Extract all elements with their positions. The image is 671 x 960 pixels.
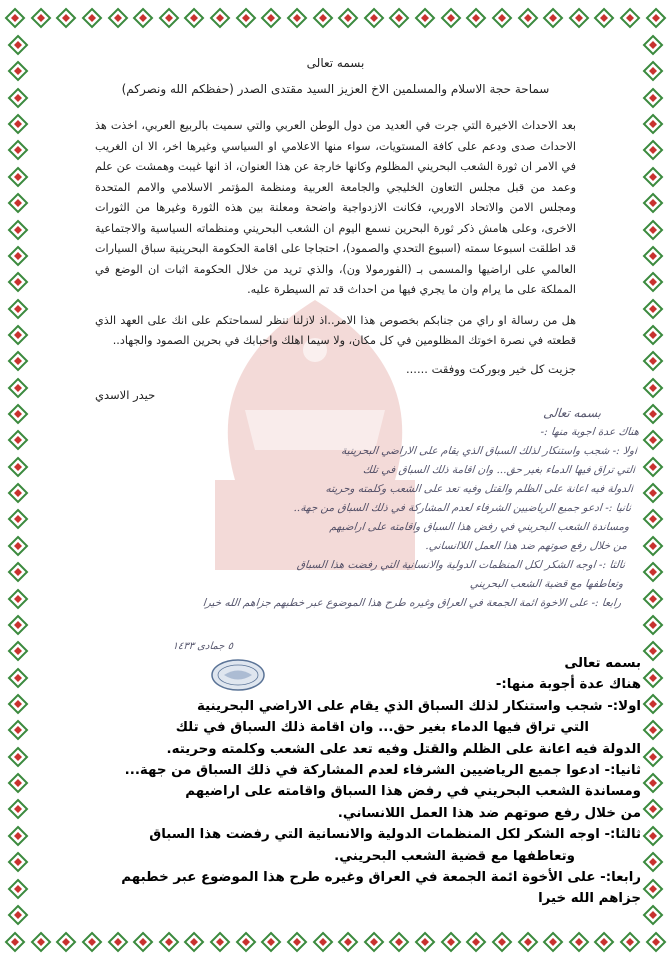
border-ornament-icon	[7, 377, 29, 399]
border-ornament-icon	[440, 7, 462, 29]
border-ornament-icon	[286, 7, 308, 29]
answer-basmala: بسمه تعالى	[564, 656, 641, 671]
border-ornament-icon	[7, 34, 29, 56]
border-ornament-icon	[642, 667, 664, 689]
border-ornament-icon	[286, 931, 308, 953]
border-ornament-icon	[209, 931, 231, 953]
border-ornament-icon	[642, 350, 664, 372]
border-ornament-icon	[337, 7, 359, 29]
border-ornament-icon	[642, 271, 664, 293]
border-ornament-icon	[642, 403, 664, 425]
border-ornament-icon	[107, 931, 129, 953]
border-ornament-icon	[642, 851, 664, 873]
border-ornament-icon	[132, 7, 154, 29]
handwritten-reply	[17, 404, 642, 652]
border-ornament-icon	[4, 7, 26, 29]
border-ornament-icon	[517, 7, 539, 29]
answer-line: ثانيا:- ادعوا جميع الرياضيين الشرفاء لعدم المشاركة في ذلك السباق من جهة...	[124, 763, 641, 779]
border-ornament-icon	[642, 482, 664, 504]
border-ornament-icon	[568, 931, 590, 953]
handwritten-date: ٥ جمادى ١٤٣٣	[171, 641, 234, 652]
border-ornament-icon	[7, 113, 29, 135]
border-ornament-icon	[7, 350, 29, 372]
letter-paragraph-1: بعد الاحداث الاخيرة التي جرت في العديد من دول الوطن العربي والتي سميت بالربيع العربي، اخذت هذ الاحداث صدى ودعم على كافة المستويات، سواء منها الاعلامي او السياسي وغيرها اخر، الا ان الغريب في الامر ان ثورة الشعب البحريني المظلوم وكانها خارجة عن هذا العنوان، اذ انها غيبت وهمشت عن علم وعمد من قبل مجلس التعاون الخليجي والجامعة العربية ومنظمة المؤتمر الاسلامي والامم المتحدة ومجلس الامن والاتحاد الاوربي، فكانت الازدواجية واضحة ومعلنة بين هذه الثورة وغيرها من الثورات الاخرى، وعلى هامش ذكر ثورة البحرين نسمع اليوم ان الشعب البحريني ومنظماته السياسية والاجتماعية قد اطلقت اسبوعا سمته (اسبوع التحدي والصمود)، احتجاجا على اقامة الحكومة البحرينية سباق السيارات العالمي على اراضيها والمسمى بـ (الفورمولا ون)، والذي تريد من خلال الحكومة اثبات ان الوضع في المملكة على ما يرام وان ما يجري فيها من احداث قد تم السيطرة عليه.	[95, 119, 576, 296]
border-ornament-icon	[260, 7, 282, 29]
answer-line: من خلال رفع صوتهم ضد هذا العمل اللانساني.	[337, 805, 641, 821]
typed-letter	[95, 40, 576, 402]
border-right	[639, 34, 667, 926]
border-ornament-icon	[642, 245, 664, 267]
border-ornament-icon	[542, 931, 564, 953]
letter-addressee: سماحة حجة الاسلام والمسلمين الاخ العزيز السيد مقتدى الصدر (حفظكم الله ونصركم)	[121, 82, 550, 96]
border-ornament-icon	[642, 377, 664, 399]
border-ornament-icon	[642, 588, 664, 610]
border-ornament-icon	[7, 245, 29, 267]
typed-answer	[16, 653, 641, 910]
border-ornament-icon	[642, 878, 664, 900]
handwritten-line: ومساندة الشعب البحريني في رفض هذا السباق واقامته على اراضيهم	[329, 521, 630, 533]
border-ornament-icon	[7, 535, 29, 557]
border-ornament-icon	[7, 456, 29, 478]
border-ornament-icon	[81, 7, 103, 29]
border-ornament-icon	[132, 931, 154, 953]
border-ornament-icon	[107, 7, 129, 29]
answer-line: وتعاطفها مع قضية الشعب البحريني.	[334, 848, 575, 864]
border-ornament-icon	[491, 7, 513, 29]
border-ornament-icon	[7, 508, 29, 530]
border-ornament-icon	[363, 931, 385, 953]
border-ornament-icon	[414, 7, 436, 29]
border-ornament-icon	[642, 614, 664, 636]
border-ornament-icon	[568, 7, 590, 29]
answer-line: اولا:- شجب واستنكار لذلك السباق الذي يقام على الاراضي البحرينية	[196, 698, 641, 714]
border-ornament-icon	[619, 7, 641, 29]
border-ornament-icon	[642, 772, 664, 794]
border-ornament-icon	[30, 7, 52, 29]
border-ornament-icon	[312, 7, 334, 29]
border-ornament-icon	[642, 298, 664, 320]
handwritten-line: الدولة فيه اعانة على الظلم والقتل وفيه تعد على الشعب وكلمته وحريته	[324, 483, 634, 495]
border-ornament-icon	[642, 456, 664, 478]
border-ornament-icon	[312, 931, 334, 953]
border-ornament-icon	[7, 139, 29, 161]
border-bottom	[4, 928, 667, 956]
border-ornament-icon	[7, 298, 29, 320]
handwritten-line: وتعاطفها مع قضية الشعب البحريني	[469, 578, 624, 590]
border-ornament-icon	[260, 931, 282, 953]
border-ornament-icon	[7, 60, 29, 82]
border-ornament-icon	[642, 640, 664, 662]
border-ornament-icon	[235, 7, 257, 29]
border-ornament-icon	[440, 931, 462, 953]
border-ornament-icon	[642, 746, 664, 768]
border-ornament-icon	[642, 825, 664, 847]
border-ornament-icon	[209, 7, 231, 29]
border-ornament-icon	[465, 7, 487, 29]
border-ornament-icon	[4, 931, 26, 953]
border-ornament-icon	[642, 535, 664, 557]
border-ornament-icon	[183, 7, 205, 29]
handwritten-line: ثالثا :- اوجه الشكر لكل المنظمات الدولية والانسانية التي رفضت هذا السباق	[296, 559, 626, 571]
letter-paragraph-2: هل من رسالة او راي من جنابكم بخصوص هذا الامر..اذ لازلنا ننظر لسماحتكم على انك على العهد الذي قطعته في نصرة اخوتك المظلومين في كل مكان، ولا سيما اهلك واحبابك في بحرين الصمود والجهاد..	[95, 313, 576, 347]
handwritten-line: هناك عدة اجوبة منها :-	[539, 426, 640, 438]
letter-closing: جزيت كل خير وبوركت ووفقت ......	[406, 361, 576, 376]
border-ornament-icon	[7, 166, 29, 188]
border-ornament-icon	[642, 87, 664, 109]
border-ornament-icon	[55, 931, 77, 953]
border-ornament-icon	[7, 482, 29, 504]
answer-intro: هناك عدة أجوبة منها:-	[495, 677, 641, 693]
border-ornament-icon	[642, 719, 664, 741]
border-ornament-icon	[7, 324, 29, 346]
handwritten-line: من خلال رفع صوتهم ضد هذا العمل اللاانساني.	[424, 540, 628, 552]
border-ornament-icon	[363, 7, 385, 29]
border-ornament-icon	[642, 324, 664, 346]
border-ornament-icon	[642, 904, 664, 926]
border-ornament-icon	[158, 7, 180, 29]
border-ornament-icon	[593, 931, 615, 953]
answer-line: التي تراق فيها الدماء بغير حق... وان اقامة ذلك السباق في تلك	[175, 720, 589, 736]
border-ornament-icon	[7, 87, 29, 109]
border-ornament-icon	[619, 931, 641, 953]
border-ornament-icon	[7, 429, 29, 451]
border-ornament-icon	[517, 931, 539, 953]
border-ornament-icon	[642, 192, 664, 214]
border-ornament-icon	[642, 561, 664, 583]
border-ornament-icon	[642, 429, 664, 451]
handwritten-line: بسمه تعالى	[542, 406, 602, 420]
border-ornament-icon	[645, 7, 667, 29]
letter-basmala: بسمه تعالى	[306, 56, 365, 70]
border-ornament-icon	[642, 508, 664, 530]
answer-line: الدولة فيه اعانة على الظلم والقتل وفيه تعد على الشعب وكلمته وحريته.	[166, 741, 641, 757]
border-ornament-icon	[642, 113, 664, 135]
border-ornament-icon	[7, 403, 29, 425]
border-ornament-icon	[491, 931, 513, 953]
border-ornament-icon	[465, 931, 487, 953]
border-ornament-icon	[235, 931, 257, 953]
border-ornament-icon	[642, 693, 664, 715]
border-ornament-icon	[55, 7, 77, 29]
handwritten-line: رابعا :- على الاخوة ائمة الجمعة في العراق وغيره طرح هذا الموضوع عبر خطبهم جزاهم الله خيرا	[202, 597, 622, 609]
border-ornament-icon	[642, 139, 664, 161]
border-ornament-icon	[158, 931, 180, 953]
border-ornament-icon	[642, 219, 664, 241]
border-ornament-icon	[593, 7, 615, 29]
border-ornament-icon	[542, 7, 564, 29]
border-ornament-icon	[7, 219, 29, 241]
answer-line: ثالثا:- اوجه الشكر لكل المنظمات الدولية والانسانية التي رفضت هذا السباق	[149, 827, 641, 843]
border-ornament-icon	[7, 192, 29, 214]
border-ornament-icon	[642, 60, 664, 82]
border-ornament-icon	[388, 931, 410, 953]
border-top	[4, 4, 667, 32]
answer-line: ومساندة الشعب البحريني في رفض هذا السباق واقامته على اراضيهم	[185, 784, 641, 800]
border-ornament-icon	[642, 166, 664, 188]
border-ornament-icon	[414, 931, 436, 953]
border-ornament-icon	[337, 931, 359, 953]
border-ornament-icon	[642, 798, 664, 820]
border-ornament-icon	[642, 34, 664, 56]
border-ornament-icon	[645, 931, 667, 953]
answer-line: رابعا:- على الأخوة ائمة الجمعة في العراق وغيره طرح هذا الموضوع عبر خطبهم	[121, 870, 641, 886]
handwritten-line: التي تراق فيها الدماء بغير حق... وان اقامة ذلك السباق في تلك	[362, 464, 636, 476]
handwritten-line: اولا :- شجب واستنكار لذلك السباق الذي يقام على الاراضي البحرينية	[340, 445, 638, 457]
handwritten-line: ثانيا :- ادعو جميع الرياضيين الشرفاء لعدم المشاركة في ذلك السباق من جهة..	[293, 502, 632, 514]
border-ornament-icon	[388, 7, 410, 29]
border-ornament-icon	[183, 931, 205, 953]
answer-line: جزاهم الله خيرا	[538, 891, 641, 907]
border-ornament-icon	[30, 931, 52, 953]
border-ornament-icon	[7, 271, 29, 293]
letter-signer: حيدر الاسدي	[95, 387, 156, 402]
border-ornament-icon	[81, 931, 103, 953]
